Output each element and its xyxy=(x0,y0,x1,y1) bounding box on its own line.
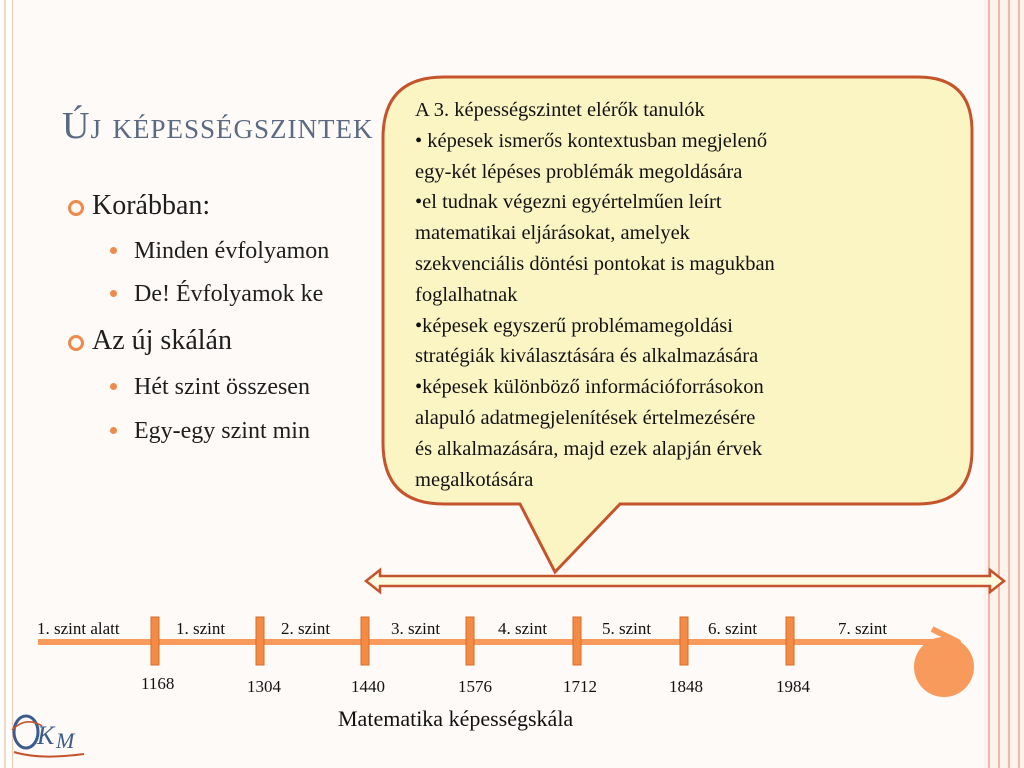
callout-line: A 3. képességszintet elérők tanulók xyxy=(415,99,705,121)
level-label: 2. szint xyxy=(281,619,331,638)
callout-line: •képesek különböző információforrásokon xyxy=(415,376,764,399)
svg-text:K: K xyxy=(37,721,55,750)
level-label: 4. szint xyxy=(498,619,548,638)
callout-line: megalkotására xyxy=(415,468,534,491)
cutoff-marker-2 xyxy=(256,617,264,665)
cutoff-score: 1576 xyxy=(458,677,492,696)
cutoff-score: 1440 xyxy=(351,677,385,696)
sub-bullet-text: Minden évfolyamon xyxy=(134,238,330,264)
sub-bullet-text: Egy-egy szint min xyxy=(134,418,310,444)
cutoff-score: 1984 xyxy=(776,677,810,696)
level-label: 1. szint xyxy=(176,619,226,638)
callout-line: alapuló adatmegjelenítések értelmezésére xyxy=(415,406,756,429)
cutoff-marker-1 xyxy=(151,617,159,665)
callout-line: és alkalmazására, majd ezek alapján érvek xyxy=(415,437,763,460)
callout-line: •el tudnak végezni egyértelműen leírt xyxy=(415,191,722,214)
callout-line: szekvenciális döntési pontokat is magukban xyxy=(415,252,775,275)
callout-text xyxy=(415,95,950,495)
scale-axis-title: Matematika képességskála xyxy=(338,706,574,731)
cutoff-score: 1168 xyxy=(141,674,175,693)
level-label: 7. szint xyxy=(838,619,888,638)
callout-line: stratégiák kiválasztására és alkalmazására xyxy=(415,345,759,368)
sub-bullet-text: Hét szint összesen xyxy=(134,374,310,400)
callout-line: matematikai eljárásokat, amelyek xyxy=(415,222,690,245)
callout-line: foglalhatnak xyxy=(415,283,518,306)
cutoff-marker-6 xyxy=(680,617,688,665)
double-arrow-icon xyxy=(366,570,1004,592)
callout-line: •képesek egyszerű problémamegoldási xyxy=(415,314,733,337)
bullet-text: Az új skálán xyxy=(92,325,232,356)
callout-line: • képesek ismerős kontextusban megjelenő xyxy=(415,129,768,152)
level-label: 1. szint alatt xyxy=(37,619,120,638)
slide-title: Új képességszintek xyxy=(62,105,374,147)
okm-logo xyxy=(10,708,90,762)
bullet-text: Korábban: xyxy=(92,190,211,221)
svg-text:M: M xyxy=(56,728,75,753)
sub-bullet-text: De! Évfolyamok ke xyxy=(134,281,324,307)
cutoff-marker-7 xyxy=(786,617,794,665)
callout-line: egy-két lépéses problémák megoldására xyxy=(415,160,743,183)
level-label: 6. szint xyxy=(708,619,758,638)
level-label: 5. szint xyxy=(602,619,652,638)
scale-end-circle xyxy=(914,637,974,697)
cutoff-score: 1712 xyxy=(563,677,597,696)
cutoff-marker-5 xyxy=(573,617,581,665)
cutoff-marker-4 xyxy=(466,617,474,665)
level-label: 3. szint xyxy=(391,619,441,638)
cutoff-marker-3 xyxy=(361,617,369,665)
cutoff-score: 1304 xyxy=(247,677,281,696)
cutoff-score: 1848 xyxy=(669,677,703,696)
